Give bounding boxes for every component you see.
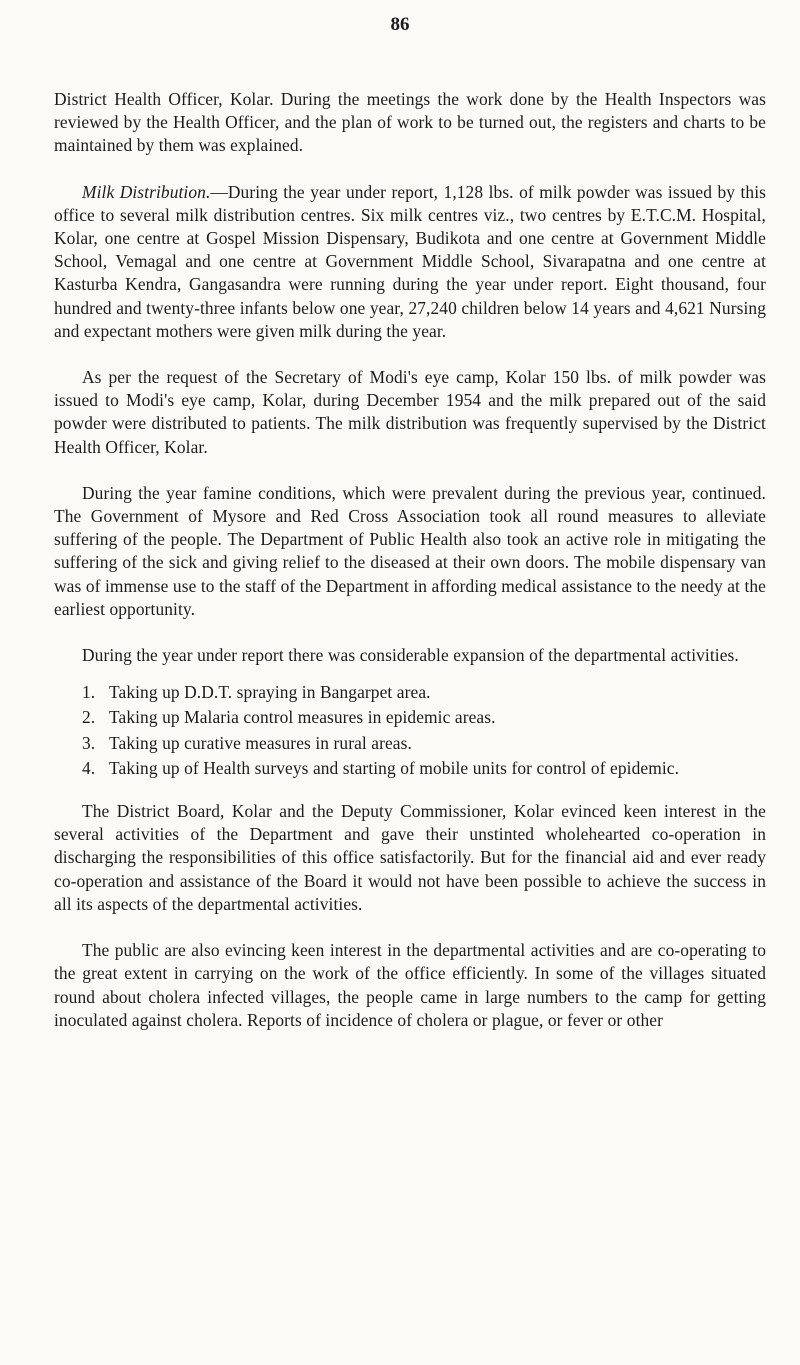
page-number: 86 (390, 14, 410, 35)
paragraph-famine: During the year famine conditions, which were prevalent during the previous year, continued. The Government of Mysore and Red Cross Association took all round measures to alleviate suffering of the people. The Department of Public Health also took an active role in mitigating the suffering of the sick and giving relief to the diseased at their own doors. The mobile dispensary van was of immense use to the staff of the Department in affording medical assistance to the needy at the earliest opportunity. (54, 482, 766, 619)
activities-list (54, 681, 766, 780)
list-item-number: 2. (82, 707, 96, 728)
list-item-number: 3. (82, 732, 96, 753)
list-item-text: Taking up curative measures in rural areas. (109, 732, 412, 753)
list-item (82, 681, 766, 704)
list-item (82, 706, 766, 729)
list-item (82, 757, 766, 780)
paragraph-public-interest: The public are also evincing keen interest in the departmental activities and are co-operating to the great extent in carrying on the work of the office efficiently. In some of the villages situated round about cholera infected villages, the people came in large numbers to the camp for getting inoculated against cholera. Reports of incidence of cholera or plague, or fever or other (54, 940, 766, 1030)
body-text (54, 88, 766, 1055)
paragraph-eye-camp: As per the request of the Secretary of Modi's eye camp, Kolar 150 lbs. of milk powder was issued to Modi's eye camp, Kolar, during December 1954 and the milk prepared out of the said powder were distributed to patients. The milk distribution was frequently supervised by the District Health Officer, Kolar. (54, 367, 766, 457)
list-item-text: Taking up D.D.T. spraying in Bangarpet area. (109, 682, 431, 703)
milk-distribution-heading: Milk Distribution. (82, 181, 211, 202)
milk-distribution-body: —During the year under report, 1,128 lbs. of milk powder was issued by this office to several milk distribution centres. Six milk centres viz., two centres by E.T.C.M. Hospital, Kolar, one centre at Gospel Mission Dispensary, Budikota and one centre at Government Middle School, Vemagal and one centre at Government Middle School, Sivarapatna and one centre at Kasturba Kendra, Gangasandra were running during the year under report. Eight thousand, four hundred and twenty-three infants below one year, 27,240 children below 14 years and 4,621 Nursing and expectant mothers were given milk during the year. (54, 181, 767, 341)
list-item-number: 4. (82, 757, 96, 778)
list-item-text: Taking up Malaria control measures in epidemic areas. (109, 707, 496, 728)
paragraph-health-inspectors: District Health Officer, Kolar. During the meetings the work done by the Health Inspectors was reviewed by the Health Officer, and the plan of work to be turned out, the registers and charts to be maintained by them was explained. (54, 89, 766, 156)
list-item-number: 1. (82, 682, 96, 703)
paragraph-milk-distribution (54, 181, 766, 343)
paragraph-district-board: The District Board, Kolar and the Deputy Commissioner, Kolar evinced keen interest in the several activities of the Department and gave their unstinted wholehearted co-operation in discharging the responsibilities of this office satisfactorily. But for the financial aid and ever ready co-operation and assistance of the Board it would not have been possible to achieve the success in all its aspects of the departmental activities. (54, 801, 766, 914)
list-item (82, 732, 766, 755)
list-item-text: Taking up of Health surveys and starting of mobile units for control of epidemic. (109, 757, 680, 778)
paragraph-expansion: During the year under report there was considerable expansion of the departmental activities. (82, 645, 739, 666)
